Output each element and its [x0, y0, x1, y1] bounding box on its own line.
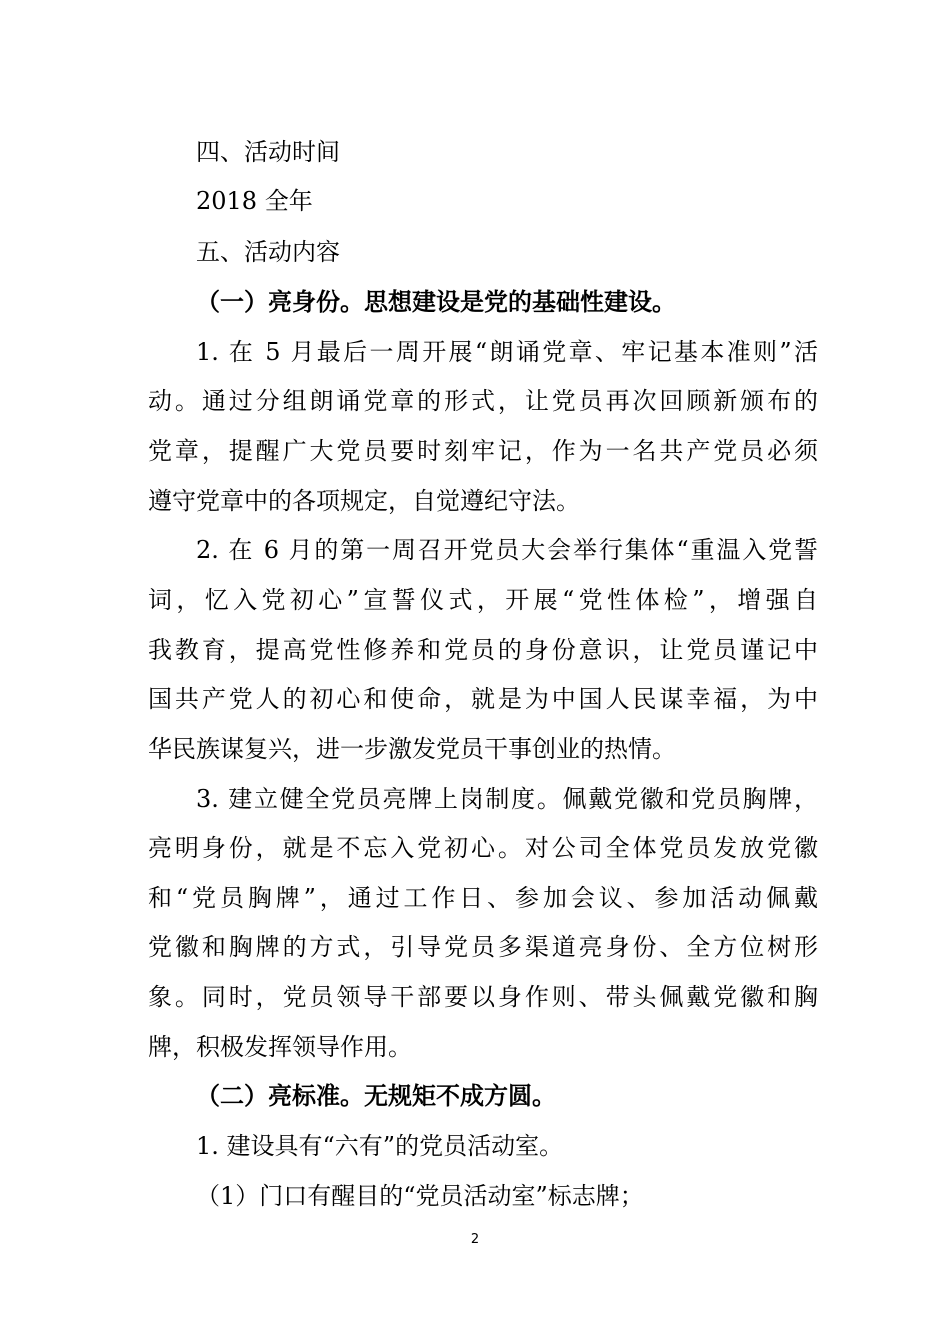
paragraph-line: 象。同时，党员领导干部要以身作则、带头佩戴党徽和胸 — [148, 983, 818, 1011]
paragraph-line: 遵守党章中的各项规定，自觉遵纪守法。 — [148, 487, 580, 515]
paragraph-line: 3. 建立健全党员亮牌上岗制度。佩戴党徽和党员胸牌， — [196, 785, 818, 813]
subheading-show-identity: （一）亮身份。思想建设是党的基础性建设。 — [196, 287, 676, 316]
paragraph-line: 2. 在 6 月的第一周召开党员大会举行集体“重温入党誓 — [196, 536, 818, 564]
paragraph-line: 1. 在 5 月最后一周开展“朗诵党章、牢记基本准则”活 — [196, 338, 818, 366]
paragraph-line: 华民族谋复兴，进一步激发党员干事创业的热情。 — [148, 735, 676, 763]
paragraph-line: （1）门口有醒目的“党员活动室”标志牌； — [196, 1182, 644, 1210]
activity-time-text: 2018 全年 — [196, 187, 313, 215]
paragraph-line: 亮明身份，就是不忘入党初心。对公司全体党员发放党徽 — [148, 834, 818, 862]
page-number: 2 — [470, 1232, 480, 1247]
paragraph-line: 动。通过分组朗诵党章的形式，让党员再次回顾新颁布的 — [148, 387, 818, 415]
subheading-show-standard: （二）亮标准。无规矩不成方圆。 — [196, 1081, 556, 1110]
section-heading-activity-time: 四、活动时间 — [196, 138, 340, 166]
paragraph-line: 1. 建设具有“六有”的党员活动室。 — [196, 1132, 564, 1160]
paragraph-line: 党徽和胸牌的方式，引导党员多渠道亮身份、全方位树形 — [148, 933, 818, 961]
paragraph-line: 词，忆入党初心”宣誓仪式，开展“党性体检”，增强自 — [148, 586, 818, 614]
paragraph-line: 和“党员胸牌”，通过工作日、参加会议、参加活动佩戴 — [148, 884, 818, 912]
paragraph-line: 我教育，提高党性修养和党员的身份意识，让党员谨记中 — [148, 636, 818, 664]
paragraph-line: 牌，积极发挥领导作用。 — [148, 1033, 412, 1061]
paragraph-line: 党章，提醒广大党员要时刻牢记，作为一名共产党员必须 — [148, 437, 818, 465]
paragraph-line: 国共产党人的初心和使命，就是为中国人民谋幸福，为中 — [148, 685, 818, 713]
section-heading-activity-content: 五、活动内容 — [196, 238, 340, 266]
